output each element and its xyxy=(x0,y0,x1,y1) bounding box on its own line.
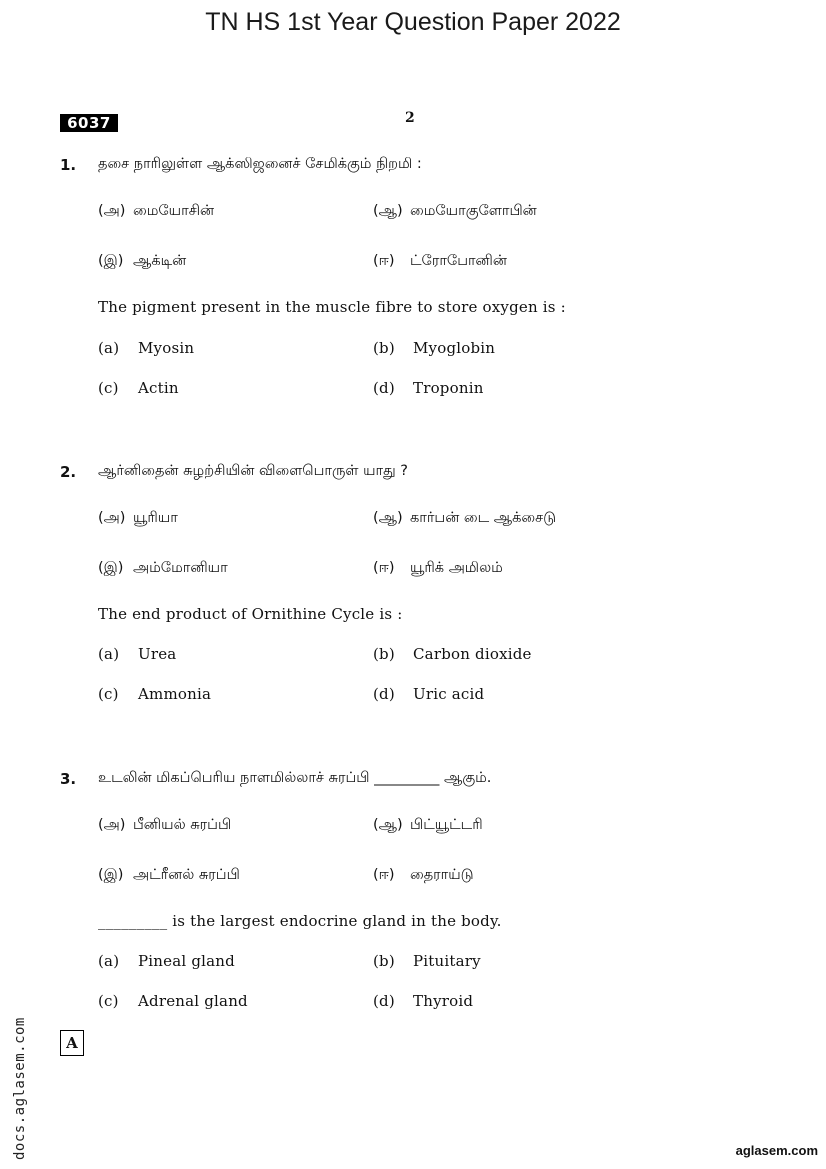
option-label: (c) xyxy=(98,685,119,703)
option-text: Carbon dioxide xyxy=(413,645,532,663)
site-brand: aglasem.com xyxy=(735,1143,818,1158)
option-label: (ஈ) xyxy=(373,253,395,269)
option-label: (ஈ) xyxy=(373,867,395,883)
option-label: (b) xyxy=(373,952,395,970)
question-number: 3. xyxy=(60,770,77,788)
paper-code-badge: 6037 xyxy=(60,114,118,132)
side-watermark: docs.aglasem.com xyxy=(12,1017,28,1160)
option-label: (ஈ) xyxy=(373,560,395,576)
option-label: (அ) xyxy=(98,510,126,526)
option-label: (c) xyxy=(98,992,119,1010)
option-text: Pineal gland xyxy=(138,952,235,970)
option-text: Adrenal gland xyxy=(138,992,248,1010)
option-text: கார்பன் டை ஆக்சைடு xyxy=(410,510,557,526)
option-text: Urea xyxy=(138,645,177,663)
option-text: Myoglobin xyxy=(413,339,496,357)
question-number: 1. xyxy=(60,156,77,174)
option-label: (a) xyxy=(98,645,120,663)
option-label: (b) xyxy=(373,645,395,663)
page-title: TN HS 1st Year Question Paper 2022 xyxy=(205,8,621,36)
option-text: ஆக்டின் xyxy=(133,253,187,269)
option-text: பிட்யூட்டரி xyxy=(410,817,483,833)
question-english-text: The pigment present in the muscle fibre to store oxygen is : xyxy=(98,298,566,316)
option-text: Ammonia xyxy=(138,685,212,703)
option-label: (d) xyxy=(373,685,395,703)
series-box: A xyxy=(60,1030,84,1056)
page-number: 2 xyxy=(405,110,415,126)
option-text: யூரிக் அமிலம் xyxy=(410,560,503,576)
option-text: ட்ரோபோனின் xyxy=(410,253,507,269)
question-number: 2. xyxy=(60,463,77,481)
question-tamil-text: தசை நாரிலுள்ள ஆக்ஸிஜனைச் சேமிக்கும் நிறமி : xyxy=(98,156,422,172)
option-text: அம்மோனியா xyxy=(133,560,228,576)
option-label: (இ) xyxy=(98,253,124,269)
option-text: பீனியல் சுரப்பி xyxy=(133,817,232,833)
option-label: (அ) xyxy=(98,203,126,219)
question-english-text: The end product of Ornithine Cycle is : xyxy=(98,605,403,623)
option-label: (அ) xyxy=(98,817,126,833)
option-text: Troponin xyxy=(413,379,484,397)
option-label: (இ) xyxy=(98,867,124,883)
option-text: Thyroid xyxy=(413,992,474,1010)
option-label: (b) xyxy=(373,339,395,357)
option-text: அட்ரீனல் சுரப்பி xyxy=(133,867,240,883)
option-label: (c) xyxy=(98,379,119,397)
option-label: (ஆ) xyxy=(373,203,403,219)
option-label: (a) xyxy=(98,952,120,970)
question-tamil-text: ஆர்னிதைன் சுழற்சியின் விளைபொருள் யாது ? xyxy=(98,463,408,479)
option-label: (d) xyxy=(373,992,395,1010)
option-label: (d) xyxy=(373,379,395,397)
option-label: (a) xyxy=(98,339,120,357)
option-text: யூரியா xyxy=(133,510,178,526)
option-label: (ஆ) xyxy=(373,817,403,833)
option-label: (இ) xyxy=(98,560,124,576)
question-tamil-text: உடலின் மிகப்பெரிய நாளமில்லாச் சுரப்பி _________ ஆகும். xyxy=(98,770,492,786)
option-text: மையோகுளோபின் xyxy=(410,203,537,219)
question-english-text: _________ is the largest endocrine gland in the body. xyxy=(98,912,502,930)
option-text: மையோசின் xyxy=(133,203,215,219)
option-text: Uric acid xyxy=(413,685,485,703)
option-text: Actin xyxy=(138,379,179,397)
option-text: Myosin xyxy=(138,339,195,357)
option-label: (ஆ) xyxy=(373,510,403,526)
option-text: Pituitary xyxy=(413,952,481,970)
option-text: தைராய்டு xyxy=(410,867,474,883)
